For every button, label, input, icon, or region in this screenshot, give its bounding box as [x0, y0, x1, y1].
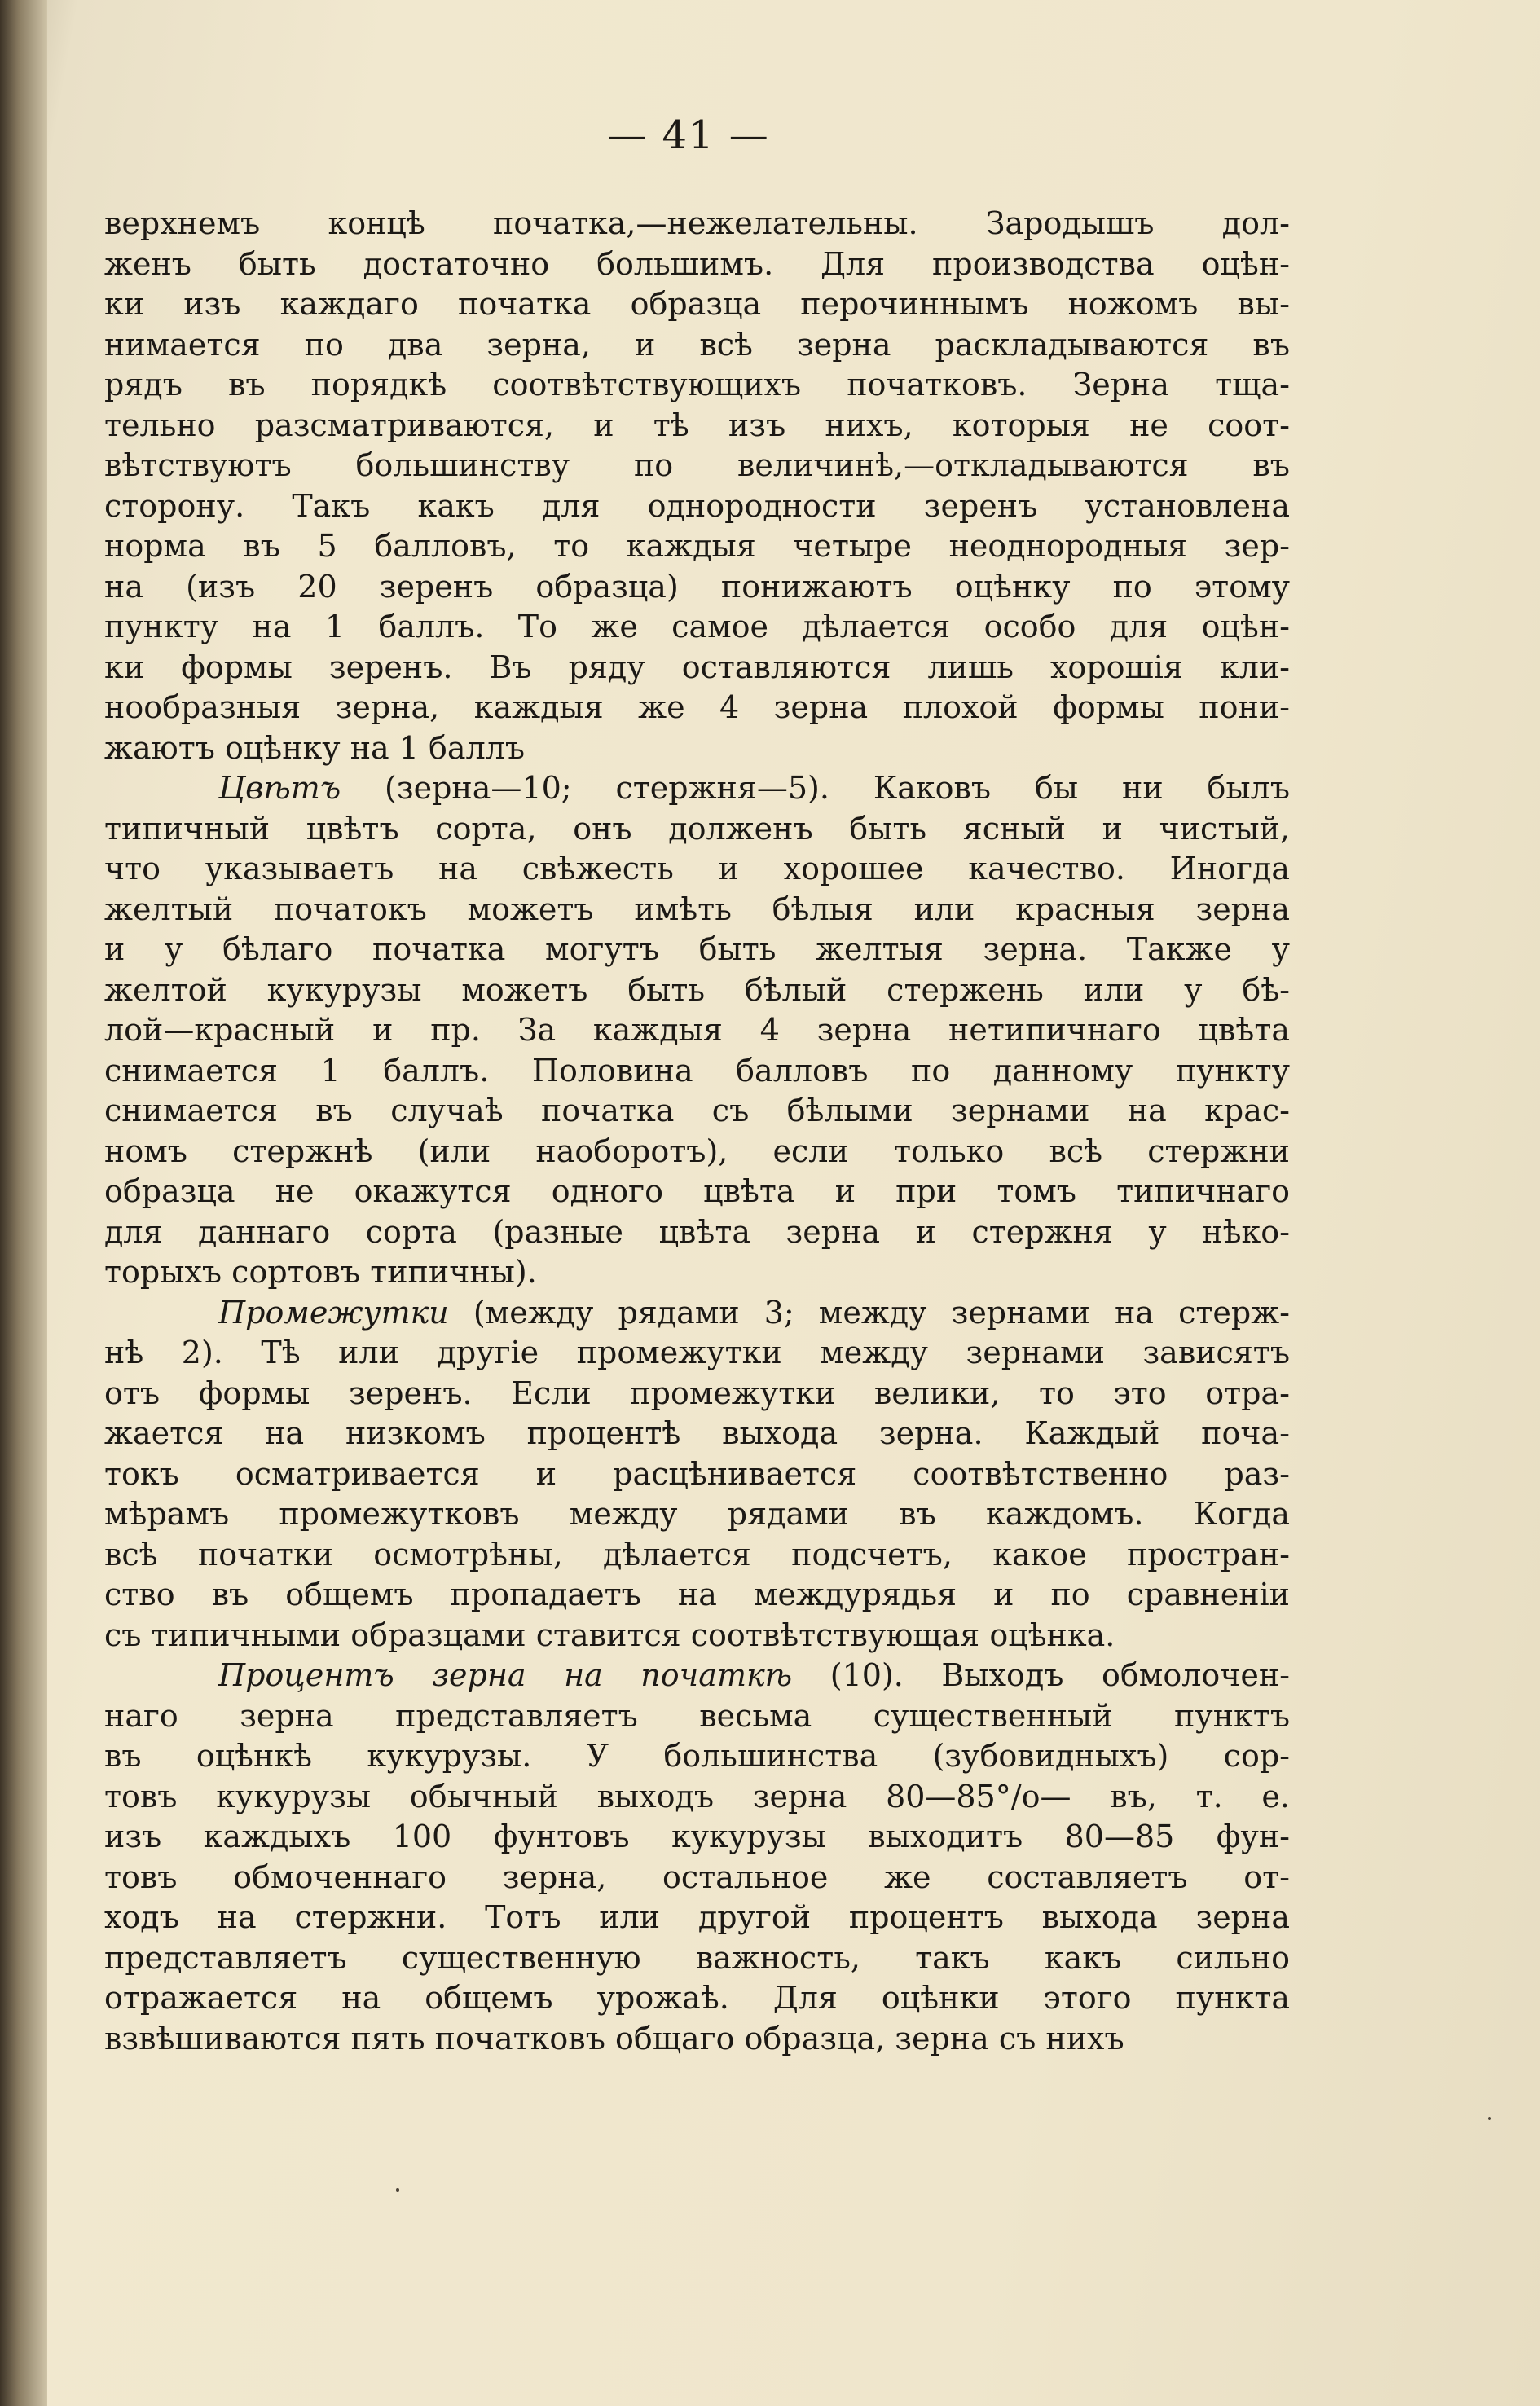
line-text: желтой кукурузы можетъ быть бѣлый стержень или у бѣ-	[104, 971, 1290, 1008]
text-line	[104, 1736, 1290, 1777]
line-text: тельно разсматриваются, и тѣ изъ нихъ, которыя не соот-	[104, 407, 1290, 443]
text-line	[104, 526, 1290, 567]
text-line	[104, 244, 1290, 285]
line-text: (10). Выходъ обмолочен-	[792, 1657, 1290, 1693]
text-line	[104, 1333, 1290, 1374]
paragraph	[104, 1656, 1290, 2059]
line-text: всѣ початки осмотрѣны, дѣлается подсчетъ, какое простран-	[104, 1536, 1290, 1572]
paper-speck	[1488, 2117, 1491, 2120]
text-line	[104, 2019, 1290, 2060]
line-text: товъ обмоченнаго зерна, остальное же составляетъ от-	[104, 1858, 1290, 1895]
text-line	[104, 1777, 1290, 1818]
text-line	[104, 1172, 1290, 1212]
line-text: типичный цвѣтъ сорта, онъ долженъ быть ясный и чистый,	[104, 810, 1290, 847]
line-text: образца не окажутся одного цвѣта и при томъ типичнаго	[104, 1173, 1290, 1209]
text-line	[104, 1374, 1290, 1414]
line-text: вѣтствуютъ большинству по величинѣ,—откладываются въ	[104, 447, 1290, 483]
line-text: отъ формы зеренъ. Если промежутки велики, то это отра-	[104, 1375, 1290, 1411]
text-line	[104, 970, 1290, 1011]
line-text: въ оцѣнкѣ кукурузы. У большинства (зубовидныхъ) сор-	[104, 1738, 1290, 1774]
text-line	[104, 688, 1290, 728]
line-text: снимается 1 баллъ. Половина балловъ по данному пункту	[104, 1052, 1290, 1089]
text-line	[104, 1010, 1290, 1051]
text-line	[104, 1656, 1290, 1696]
line-text: (между рядами 3; между зернами на стерж-	[448, 1294, 1290, 1331]
line-text: отражается на общемъ урожаѣ. Для оцѣнки этого пункта	[104, 1980, 1290, 2016]
line-text: верхнемъ концѣ початка,—нежелательны. Зародышъ дол-	[104, 205, 1290, 241]
line-text: ки изъ каждаго початка образца перочиннымъ ножомъ вы-	[104, 286, 1290, 322]
line-text: жается на низкомъ процентѣ выхода зерна. Каждый поча-	[104, 1415, 1290, 1451]
line-text: товъ кукурузы обычный выходъ зерна 80—85°/о— въ, т. е.	[104, 1778, 1290, 1814]
text-line	[104, 567, 1290, 608]
line-text: (зерна—10; стержня—5). Каковъ бы ни былъ	[341, 770, 1290, 806]
text-line	[104, 406, 1290, 446]
text-line	[104, 1212, 1290, 1253]
line-text: съ типичными образцами ставится соотвѣтствующая оцѣнка.	[104, 1616, 1115, 1653]
line-text: ки формы зеренъ. Въ ряду оставляются лишь хорошія кли-	[104, 649, 1290, 685]
line-text: желтый початокъ можетъ имѣть бѣлыя или красныя зерна	[104, 891, 1290, 927]
line-text: что указываетъ на свѣжесть и хорошее качество. Иногда	[104, 851, 1290, 886]
text-line	[104, 648, 1290, 688]
line-text: жаютъ оцѣнку на 1 баллъ	[104, 729, 526, 766]
page-gutter	[0, 0, 47, 2406]
line-text: на (изъ 20 зеренъ образца) понижаютъ оцѣнку по этому	[104, 568, 1290, 605]
text-line	[104, 1938, 1290, 1979]
text-line	[104, 809, 1290, 850]
line-text: рядъ въ порядкѣ соотвѣтствующихъ початковъ. Зерна тща-	[104, 367, 1290, 402]
text-line	[104, 1898, 1290, 1938]
line-text: лой—красный и пр. За каждыя 4 зерна нетипичнаго цвѣта	[104, 1012, 1290, 1048]
text-line	[104, 1978, 1290, 2019]
text-line	[104, 849, 1290, 890]
paper-speck	[396, 2188, 399, 2192]
paragraph	[104, 204, 1290, 768]
text-line	[104, 930, 1290, 970]
text-line	[104, 365, 1290, 406]
text-line	[104, 1616, 1290, 1656]
line-text: токъ осматривается и расцѣнивается соотвѣтственно раз-	[104, 1455, 1290, 1492]
line-text: номъ стержнѣ (или наоборотъ), если только всѣ стержни	[104, 1133, 1290, 1169]
text-line	[104, 768, 1290, 809]
page-number: — 41 —	[607, 112, 770, 158]
line-text: снимается въ случаѣ початка съ бѣлыми зернами на крас-	[104, 1093, 1290, 1128]
line-text: норма въ 5 балловъ, то каждыя четыре неоднородныя зер-	[104, 528, 1290, 564]
line-text: сторону. Такъ какъ для однородности зеренъ установлена	[104, 487, 1290, 524]
line-text: нимается по два зерна, и всѣ зерна раскладываются въ	[104, 326, 1290, 363]
line-text: для даннаго сорта (разные цвѣта зерна и стержня у нѣко-	[104, 1213, 1290, 1250]
paragraph	[104, 1293, 1290, 1656]
text-line	[104, 1293, 1290, 1334]
line-text: представляетъ существенную важность, такъ какъ сильно	[104, 1939, 1290, 1976]
line-text: и у бѣлаго початка могутъ быть желтыя зерна. Также у	[104, 931, 1290, 967]
line-text: мѣрамъ промежутковъ между рядами въ каждомъ. Когда	[104, 1496, 1290, 1532]
line-text: ство въ общемъ пропадаетъ на междурядья и по сравненіи	[104, 1577, 1290, 1612]
text-line	[104, 1696, 1290, 1737]
text-line	[104, 204, 1290, 244]
italic-heading: Процентъ зерна на початкѣ	[218, 1657, 793, 1693]
text-line	[104, 486, 1290, 527]
text-line	[104, 1494, 1290, 1535]
paragraph	[104, 768, 1290, 1293]
line-text: ходъ на стержни. Тотъ или другой процентъ выхода зерна	[104, 1899, 1290, 1935]
text-line	[104, 1535, 1290, 1576]
text-line	[104, 325, 1290, 366]
text-line	[104, 1575, 1290, 1616]
text-line	[104, 1091, 1290, 1132]
text-line	[104, 1817, 1290, 1858]
line-text: нѣ 2). Тѣ или другіе промежутки между зернами зависятъ	[104, 1335, 1290, 1370]
line-text: взвѣшиваются пять початковъ общаго образца, зерна съ нихъ	[104, 2020, 1124, 2056]
text-line	[104, 1051, 1290, 1092]
text-line	[104, 1414, 1290, 1454]
text-line	[104, 1132, 1290, 1172]
line-text: нообразныя зерна, каждыя же 4 зерна плохой формы пони-	[104, 689, 1290, 725]
italic-heading: Цвѣтъ	[218, 770, 341, 806]
line-text: женъ быть достаточно большимъ. Для производства оцѣн-	[104, 245, 1290, 282]
italic-heading: Промежутки	[218, 1294, 449, 1331]
text-line	[104, 446, 1290, 486]
line-text: торыхъ сортовъ типичны).	[104, 1254, 537, 1290]
text-line	[104, 284, 1290, 325]
line-text: пункту на 1 баллъ. То же самое дѣлается особо для оцѣн-	[104, 609, 1290, 644]
text-line	[104, 1252, 1290, 1293]
text-line	[104, 728, 1290, 769]
text-line	[104, 1454, 1290, 1495]
text-line	[104, 607, 1290, 648]
line-text: изъ каждыхъ 100 фунтовъ кукурузы выходитъ 80—85 фун-	[104, 1819, 1290, 1854]
text-line	[104, 1858, 1290, 1898]
line-text: наго зерна представляетъ весьма существенный пунктъ	[104, 1697, 1290, 1734]
text-line	[104, 890, 1290, 930]
body-text	[104, 204, 1290, 2059]
